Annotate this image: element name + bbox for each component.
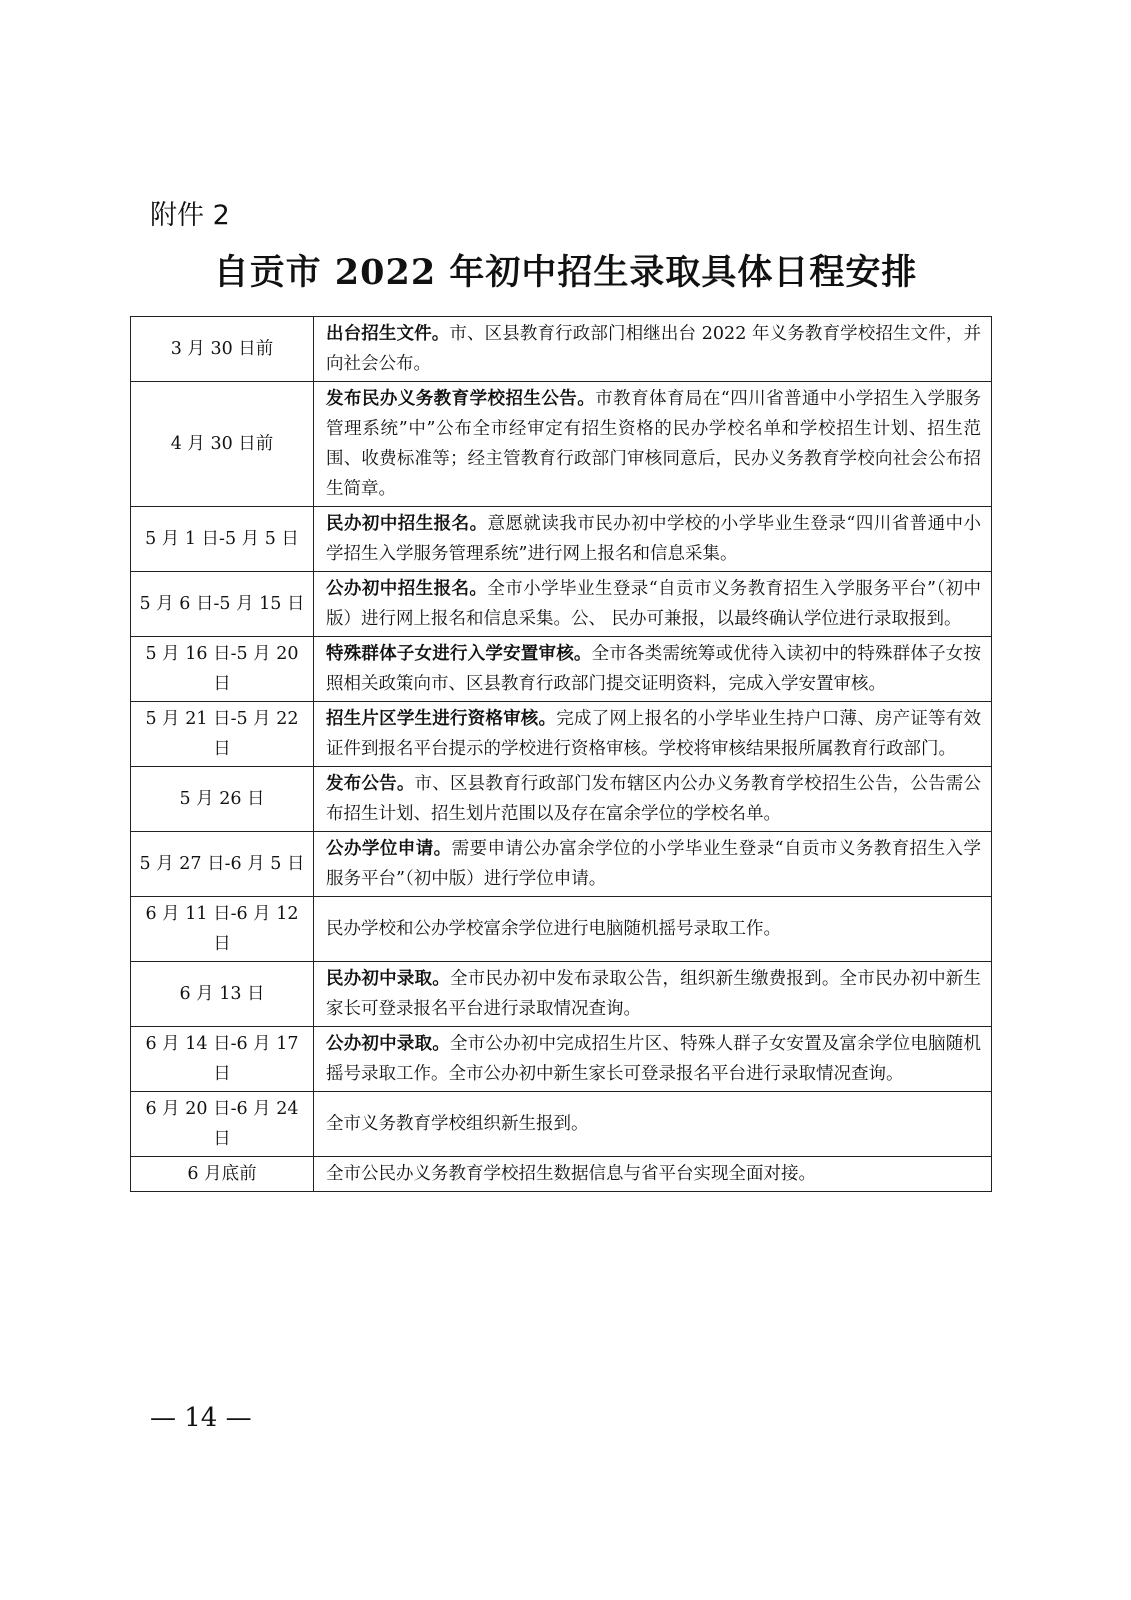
schedule-item-text: 全市小学毕业生登录“自贡市义务教育招生入学服务平台”（初中版）进行网上报名和信息采集。公、 民办可兼报，以最终确认学位进行录取报到。 (326, 579, 981, 629)
schedule-item-heading: 公办初中录取。 (326, 1034, 450, 1054)
schedule-item-text: 完成了网上报名的小学毕业生持户口薄、房产证等有效证件到报名平台提示的学校进行资格审核。学校将审核结果报所属教育行政部门。 (326, 709, 982, 759)
schedule-item-heading: 民办初中录取。 (326, 969, 450, 989)
schedule-item-text: 民办学校和公办学校富余学位进行电脑随机摇号录取工作。 (326, 919, 781, 939)
schedule-item-text: 全市公民办义务教育学校招生数据信息与省平台实现全面对接。 (326, 1164, 816, 1184)
schedule-row (131, 1092, 992, 1157)
schedule-row (131, 382, 992, 507)
schedule-row (131, 702, 992, 767)
schedule-item-text: 市教育体育局在“四川省普通中小学招生入学服务管理系统”中”公布全市经审定有招生资格的民办学校名单和学校招生计划、招生范围、收费标准等；经主管教育行政部门审核同意后，民办义务教育学校向社会公布招生简章。 (326, 389, 981, 499)
schedule-item-text: 全市义务教育学校组织新生报到。 (326, 1114, 589, 1134)
page-number: — 14 — (150, 1403, 252, 1433)
schedule-description (314, 897, 992, 962)
schedule-item-text: 全市各类需统筹或优待入读初中的特殊群体子女按照相关政策向市、区县教育行政部门提交证明资料，完成入学安置审核。 (326, 644, 981, 694)
schedule-item-text: 需要申请公办富余学位的小学毕业生登录“自贡市义务教育招生入学服务平台”（初中版）进行学位申请。 (326, 839, 981, 889)
schedule-item-heading: 发布民办义务教育学校招生公告。 (326, 389, 596, 409)
schedule-item-text: 市、区县教育行政部门发布辖区内公办义务教育学校招生公告，公告需公布招生计划、招生划片范围以及存在富余学位的学校名单。 (326, 774, 982, 824)
schedule-item-heading: 出台招生文件。 (326, 324, 450, 344)
schedule-description (314, 1157, 992, 1192)
schedule-table (130, 316, 992, 1192)
schedule-date: 4 月 30 日前 (131, 382, 314, 507)
schedule-row (131, 507, 992, 572)
schedule-description (314, 832, 992, 897)
schedule-item-heading: 民办初中招生报名。 (326, 514, 488, 534)
document-title: 自贡市 2022 年初中招生录取具体日程安排 (213, 252, 918, 293)
schedule-item-heading: 公办初中招生报名。 (326, 579, 488, 599)
schedule-date: 5 月 26 日 (131, 767, 314, 832)
schedule-description (314, 507, 992, 572)
schedule-date: 6 月 13 日 (131, 962, 314, 1027)
schedule-table-body (131, 317, 992, 1192)
schedule-date: 5 月 1 日-5 月 5 日 (131, 507, 314, 572)
schedule-description (314, 1027, 992, 1092)
schedule-description (314, 1092, 992, 1157)
schedule-description (314, 962, 992, 1027)
schedule-row (131, 897, 992, 962)
schedule-item-heading: 招生片区学生进行资格审核。 (326, 709, 557, 729)
schedule-item-heading: 发布公告。 (326, 774, 415, 794)
schedule-item-text: 市、区县教育行政部门相继出台 2022 年义务教育学校招生文件，并向社会公布。 (326, 324, 981, 374)
schedule-date: 3 月 30 日前 (131, 317, 314, 382)
schedule-description (314, 572, 992, 637)
schedule-row (131, 767, 992, 832)
schedule-description (314, 702, 992, 767)
schedule-item-heading: 特殊群体子女进行入学安置审核。 (326, 644, 592, 664)
schedule-description (314, 637, 992, 702)
schedule-item-text: 全市公办初中完成招生片区、特殊人群子女安置及富余学位电脑随机摇号录取工作。全市公办初中新生家长可登录报名平台进行录取情况查询。 (326, 1034, 982, 1084)
schedule-description (314, 767, 992, 832)
schedule-date: 5 月 21 日-5 月 22 日 (131, 702, 314, 767)
schedule-item-heading: 公办学位申请。 (326, 839, 452, 859)
schedule-description (314, 382, 992, 507)
schedule-row (131, 637, 992, 702)
schedule-item-text: 意愿就读我市民办初中学校的小学毕业生登录“四川省普通中小学招生入学服务管理系统”进行网上报名和信息采集。 (326, 514, 981, 564)
schedule-row (131, 317, 992, 382)
schedule-row (131, 1027, 992, 1092)
schedule-date: 6 月 14 日-6 月 17 日 (131, 1027, 314, 1092)
schedule-date: 6 月底前 (131, 1157, 314, 1192)
attachment-label: 附件 2 (150, 200, 230, 231)
schedule-row (131, 1157, 992, 1192)
schedule-row (131, 832, 992, 897)
schedule-date: 5 月 6 日-5 月 15 日 (131, 572, 314, 637)
schedule-description (314, 317, 992, 382)
schedule-row (131, 572, 992, 637)
schedule-date: 5 月 27 日-6 月 5 日 (131, 832, 314, 897)
schedule-date: 6 月 11 日-6 月 12 日 (131, 897, 314, 962)
schedule-date: 5 月 16 日-5 月 20 日 (131, 637, 314, 702)
schedule-row (131, 962, 992, 1027)
schedule-item-text: 全市民办初中发布录取公告，组织新生缴费报到。全市民办初中新生家长可登录报名平台进行录取情况查询。 (326, 969, 982, 1019)
schedule-date: 6 月 20 日-6 月 24 日 (131, 1092, 314, 1157)
